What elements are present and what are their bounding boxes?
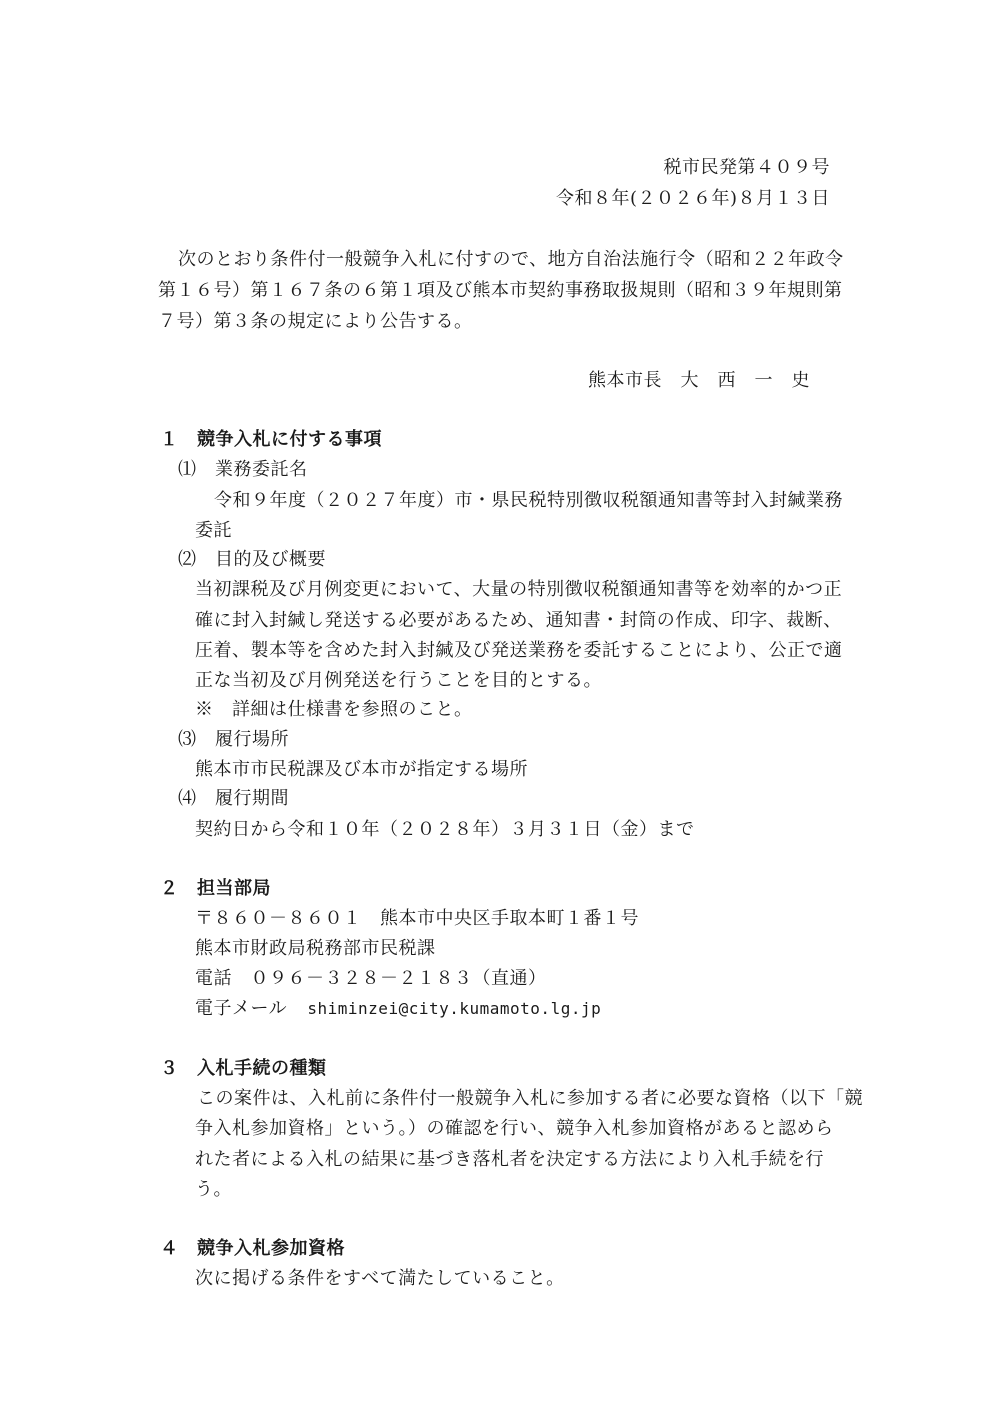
- section-3-line-3: れた者による入札の結果に基づき落札者を決定する方法により入札手続を行: [195, 1149, 824, 1170]
- section-4-heading: ４ 競争入札参加資格: [160, 1238, 345, 1259]
- mayor-signature: 熊本市長 大 西 一 史: [588, 370, 810, 391]
- department-email-row: [195, 997, 601, 1021]
- department-phone: 電話 ０９６－３２８－２１８３（直通）: [195, 968, 547, 989]
- section-1-item-2-note: ※ 詳細は仕様書を参照のこと。: [195, 699, 473, 720]
- section-3-line-2: 争入札参加資格」という。）の確認を行い、競争入札参加資格があると認めら: [195, 1118, 834, 1139]
- section-1-heading: １ 競争入札に付する事項: [160, 429, 382, 450]
- section-1-item-2-line-4: 正な当初及び月例発送を行うことを目的とする。: [195, 670, 602, 691]
- section-1-item-1-line-1: 令和９年度（２０２７年度）市・県民税特別徴収税額通知書等封入封緘業務: [214, 490, 843, 511]
- document-date: 令和８年(２０２６年)８月１３日: [555, 188, 830, 209]
- section-1-item-2-line-2: 確に封入封緘し発送する必要があるため、通知書・封筒の作成、印字、裁断、: [195, 610, 842, 631]
- section-1-item-1-label: ⑴ 業務委託名: [178, 459, 308, 480]
- section-1-item-2-line-3: 圧着、製本等を含めた封入封緘及び発送業務を委託することにより、公正で適: [195, 640, 843, 661]
- section-1-item-3-text: 熊本市市民税課及び本市が指定する場所: [195, 759, 528, 780]
- section-1-item-4-label: ⑷ 履行期間: [178, 788, 289, 809]
- department-name: 熊本市財政局税務部市民税課: [195, 938, 436, 959]
- email-address: shiminzei@city.kumamoto.lg.jp: [307, 999, 602, 1018]
- department-address: 〒８６０－８６０１ 熊本市中央区手取本町１番１号: [195, 908, 639, 929]
- intro-line-3: ７号）第３条の規定により公告する。: [158, 311, 473, 332]
- section-1-item-2-line-1: 当初課税及び月例変更において、大量の特別徴収税額通知書等を効率的かつ正: [195, 579, 843, 600]
- section-3-line-4: う。: [195, 1179, 232, 1200]
- section-1-item-2-label: ⑵ 目的及び概要: [178, 549, 326, 570]
- section-1-item-1-line-2: 委託: [195, 520, 232, 541]
- intro-line-1: 次のとおり条件付一般競争入札に付すので、地方自治法施行令（昭和２２年政令: [178, 249, 844, 270]
- section-3-line-1: この案件は、入札前に条件付一般競争入札に参加する者に必要な資格（以下「競: [197, 1088, 863, 1109]
- intro-line-2: 第１６号）第１６７条の６第１項及び熊本市契約事務取扱規則（昭和３９年規則第: [158, 280, 843, 301]
- email-label: 電子メール: [195, 998, 288, 1019]
- section-4-text: 次に掲げる条件をすべて満たしていること。: [195, 1268, 565, 1289]
- section-3-heading: ３ 入札手続の種類: [160, 1058, 327, 1079]
- section-2-heading: ２ 担当部局: [160, 878, 271, 899]
- section-1-item-4-text: 契約日から令和１０年（２０２８年）３月３１日（金）まで: [195, 819, 695, 840]
- document-number: 税市民発第４０９号: [663, 157, 830, 178]
- section-1-item-3-label: ⑶ 履行場所: [178, 729, 289, 750]
